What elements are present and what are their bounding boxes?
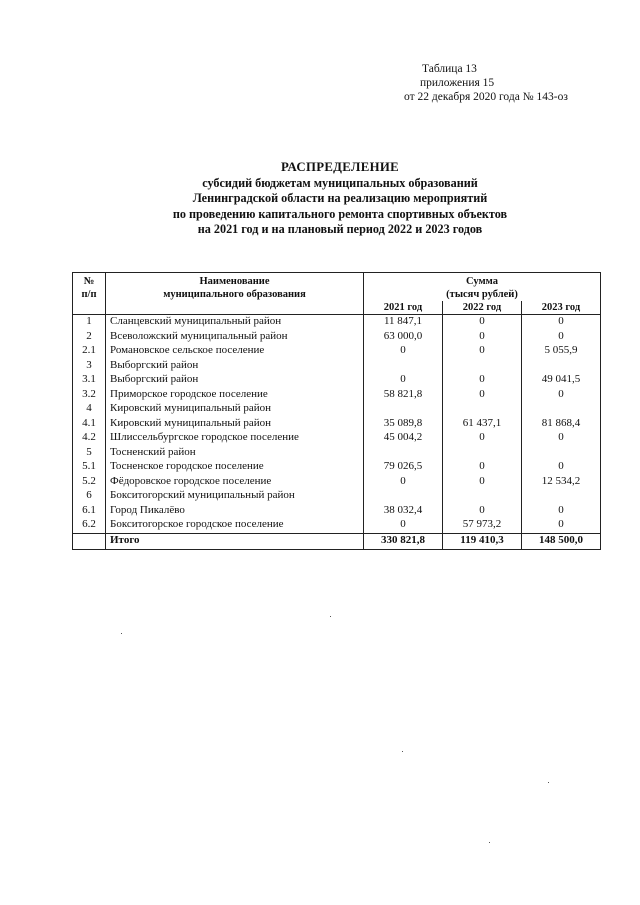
row-value-2022: 0 — [443, 388, 522, 403]
row-number: 6.1 — [73, 504, 106, 519]
row-number: 5.1 — [73, 460, 106, 475]
title-line-2: субсидий бюджетам муниципальных образований — [202, 175, 478, 190]
row-value-2021: 63 000,0 — [364, 330, 443, 345]
law-reference: от 22 декабря 2020 года № 143-оз — [404, 91, 568, 103]
table-number: Таблица 13 — [422, 63, 477, 75]
document-title — [100, 160, 580, 238]
row-municipality-name: Кировский муниципальный район — [106, 402, 364, 417]
row-value-2023: 49 041,5 — [541, 373, 581, 385]
table-row — [73, 344, 601, 359]
row-value-2023: 0 — [558, 329, 564, 342]
scan-speck — [121, 633, 122, 634]
row-value-2022 — [443, 446, 522, 461]
row-value-2023 — [522, 489, 601, 504]
row-value-2022: 0 — [443, 504, 522, 519]
total-value-2023: 148 500,0 — [522, 533, 601, 549]
table-row — [73, 315, 601, 330]
scan-speck — [402, 751, 403, 752]
table-row — [73, 431, 601, 446]
table-row — [73, 359, 601, 374]
row-number: 6 — [73, 489, 106, 504]
row-value-2021: 0 — [364, 475, 443, 490]
col-header-sum: Сумма (тысяч рублей) — [446, 276, 518, 300]
row-number: 1 — [73, 315, 106, 330]
row-value-2023: 0 — [558, 387, 564, 400]
row-value-2022: 0 — [443, 431, 522, 446]
row-value-2023: 0 — [558, 315, 564, 327]
row-municipality-name: Бокситогорский муниципальный район — [106, 489, 364, 504]
row-value-2022 — [443, 402, 522, 417]
row-municipality-name: Выборгский район — [106, 359, 364, 374]
row-municipality-name: Бокситогорское городское поселение — [106, 518, 364, 533]
total-value-2021: 330 821,8 — [364, 533, 443, 549]
row-municipality-name: Тосненское городское поселение — [106, 460, 364, 475]
row-value-2023: 12 534,2 — [541, 474, 581, 487]
title-main: РАСПРЕДЕЛЕНИЕ — [281, 160, 399, 174]
row-value-2021: 45 004,2 — [364, 431, 443, 446]
row-value-2022: 0 — [443, 315, 522, 330]
row-number: 6.2 — [73, 518, 106, 533]
row-number: 3.1 — [73, 373, 106, 388]
table-row — [73, 518, 601, 533]
row-value-2021 — [364, 359, 443, 374]
row-value-2021: 35 089,8 — [364, 417, 443, 432]
table-row — [73, 460, 601, 475]
col-header-2022: 2022 год — [443, 301, 522, 315]
row-municipality-name: Романовское сельское поселение — [106, 344, 364, 359]
table-row — [73, 504, 601, 519]
row-value-2022: 0 — [443, 460, 522, 475]
row-value-2023: 0 — [558, 431, 564, 443]
row-municipality-name: Всеволожский муниципальный район — [106, 330, 364, 345]
scan-speck — [489, 842, 490, 843]
row-number: 3 — [73, 359, 106, 374]
row-value-2023: 0 — [558, 518, 564, 530]
table-row — [73, 402, 601, 417]
row-number: 2.1 — [73, 344, 106, 359]
row-number: 4 — [73, 402, 106, 417]
col-header-2023: 2023 год — [522, 301, 601, 315]
appendix-number: приложения 15 — [420, 77, 495, 89]
col-header-2021: 2021 год — [364, 301, 443, 315]
row-value-2021 — [364, 446, 443, 461]
table-row — [73, 417, 601, 432]
row-value-2023 — [522, 402, 601, 417]
row-value-2022: 0 — [443, 373, 522, 388]
total-label: Итого — [106, 533, 364, 549]
row-value-2021 — [364, 402, 443, 417]
row-number: 3.2 — [73, 388, 106, 403]
title-line-5: на 2021 год и на плановый период 2022 и 2023 годов — [197, 222, 483, 236]
row-value-2021: 38 032,4 — [364, 504, 443, 519]
title-line-3: Ленинградской области на реализацию мероприятий — [192, 191, 488, 205]
row-municipality-name: Сланцевский муниципальный район — [106, 315, 364, 330]
row-number: 5 — [73, 446, 106, 461]
total-row — [73, 533, 601, 549]
row-value-2023 — [522, 446, 601, 461]
row-value-2021: 79 026,5 — [364, 460, 443, 475]
title-line-4: по проведению капитального ремонта спортивных объектов — [172, 206, 508, 221]
row-value-2021: 0 — [364, 344, 443, 359]
table-reference-note — [404, 62, 568, 104]
row-municipality-name: Фёдоровское городское поселение — [106, 475, 364, 490]
row-value-2021: 0 — [364, 518, 443, 533]
table-row — [73, 489, 601, 504]
row-value-2022: 0 — [443, 330, 522, 345]
row-value-2021: 0 — [364, 373, 443, 388]
row-value-2023: 81 868,4 — [541, 416, 581, 429]
row-value-2021: 58 821,8 — [364, 388, 443, 403]
row-municipality-name: Город Пикалёво — [106, 504, 364, 519]
row-number: 2 — [73, 330, 106, 345]
table-row — [73, 475, 601, 490]
row-value-2022: 0 — [443, 344, 522, 359]
total-value-2022: 119 410,3 — [443, 533, 522, 549]
row-value-2023: 5 055,9 — [544, 344, 578, 356]
row-value-2022 — [443, 489, 522, 504]
row-value-2021 — [364, 489, 443, 504]
scan-speck — [548, 782, 549, 783]
row-municipality-name: Выборгский район — [106, 373, 364, 388]
row-value-2022: 57 973,2 — [443, 518, 522, 533]
table-row — [73, 446, 601, 461]
table-row — [73, 388, 601, 403]
distribution-table — [72, 272, 601, 550]
row-value-2023 — [522, 359, 601, 374]
row-municipality-name: Кировский муниципальный район — [106, 417, 364, 432]
row-municipality-name: Шлиссельбургское городское поселение — [106, 431, 364, 446]
row-municipality-name: Тосненский район — [106, 446, 364, 461]
row-value-2023: 0 — [558, 503, 564, 516]
scan-speck — [330, 616, 331, 617]
row-value-2022: 0 — [443, 475, 522, 490]
row-value-2022 — [443, 359, 522, 374]
row-number: 5.2 — [73, 475, 106, 490]
row-value-2023: 0 — [558, 460, 564, 472]
row-municipality-name: Приморское городское поселение — [106, 388, 364, 403]
row-value-2021: 11 847,1 — [364, 315, 443, 330]
row-value-2022: 61 437,1 — [443, 417, 522, 432]
row-number: 4.2 — [73, 431, 106, 446]
table-row — [73, 330, 601, 345]
row-number: 4.1 — [73, 417, 106, 432]
table-row — [73, 373, 601, 388]
col-header-number: № п/п — [73, 273, 106, 315]
col-header-name: Наименование муниципального образования — [106, 273, 364, 315]
total-number-cell — [73, 533, 106, 549]
